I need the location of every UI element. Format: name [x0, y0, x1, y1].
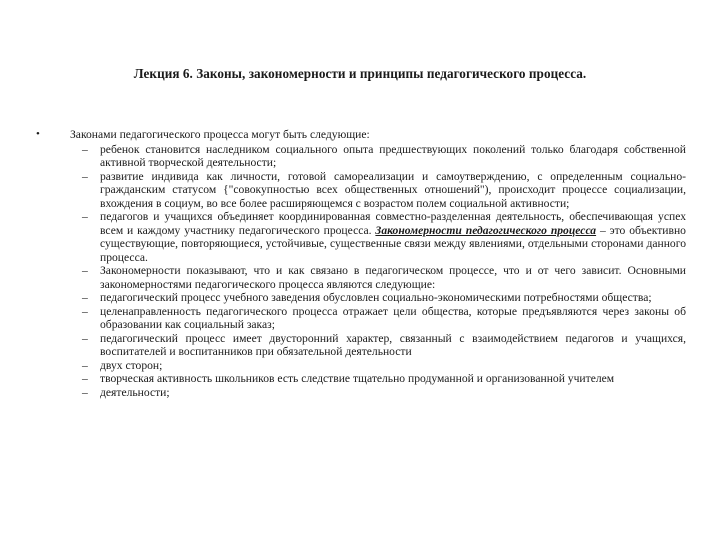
dash-icon: – — [82, 210, 88, 223]
list-item — [66, 305, 686, 332]
list-item — [66, 332, 686, 359]
list-item-text: Закономерности показывают, что и как связано в педагогическом процессе, что и от чего зависит. Основными закономерностями педагогического процесса являются следующие: — [100, 264, 686, 291]
list-item-text: развитие индивида как личности, готовой самореализации и самоутверждению, с определенным социально-гражданским статусом {"совокупностью всех общественных отношений"), происходит процессе социализации, вхождения в социум, во все более расширяющемся с возрастом полем социальной активности; — [100, 169, 686, 210]
dash-icon: – — [82, 264, 88, 277]
list-item — [66, 291, 686, 305]
list-item-text-after: – это объективно существующие, повторяющиеся, устойчивые, существенные связи между явлениями, отдельными сторонами данного процесса. — [100, 223, 686, 264]
list-item — [66, 210, 686, 264]
list-item-text — [100, 210, 686, 264]
list-item — [66, 386, 686, 400]
slide-content — [36, 128, 686, 399]
list-item-text: творческая активность школьников есть следствие тщательно продуманной и организованной учителем — [100, 372, 615, 385]
list-item — [66, 359, 686, 373]
dash-icon: – — [82, 142, 88, 156]
list-item-text: педагогический процесс имеет двусторонний характер, связанный с взаимодействием педагогов и учащихся, воспитателей и воспитанников при обязательной деятельности — [100, 331, 686, 358]
list-item-text-before: педагогов и учащихся объединяет координированная совместно-разделенная деятельность, обеспечивающая успех всем и каждому участнику педагогического процесса. — [100, 210, 686, 237]
list-item-text: деятельности; — [100, 385, 170, 399]
dash-icon: – — [82, 169, 88, 183]
sub-list — [36, 143, 686, 400]
emphasis-term: Закономерности педагогического процесса — [375, 223, 597, 237]
bullet-item — [36, 128, 686, 142]
dash-icon: – — [82, 372, 88, 385]
slide-title: Лекция 6. Законы, закономерности и принципы педагогического процесса. — [133, 66, 587, 81]
list-item-text: целенаправленность педагогического процесса отражает цели общества, которые предъявляются через законы об образовании как социальный заказ; — [100, 304, 686, 331]
dash-icon: – — [82, 304, 88, 318]
dash-icon: – — [82, 331, 88, 345]
list-item-text: педагогический процесс учебного заведения обусловлен социально-экономическими потребностями общества; — [100, 291, 652, 304]
dash-icon: – — [82, 385, 88, 399]
list-item — [66, 264, 686, 291]
list-item-text: ребенок становится наследником социального опыта предшествующих поколений только благодаря собственной активной творческой деятельности; — [100, 142, 686, 169]
list-item — [66, 372, 686, 386]
dash-icon: – — [82, 291, 88, 304]
bullet-icon: • — [36, 128, 40, 140]
list-item — [66, 143, 686, 170]
list-item — [66, 170, 686, 211]
list-item-text: двух сторон; — [100, 358, 163, 372]
dash-icon: – — [82, 358, 88, 372]
intro-text: Законами педагогического процесса могут быть следующие: — [70, 128, 370, 141]
